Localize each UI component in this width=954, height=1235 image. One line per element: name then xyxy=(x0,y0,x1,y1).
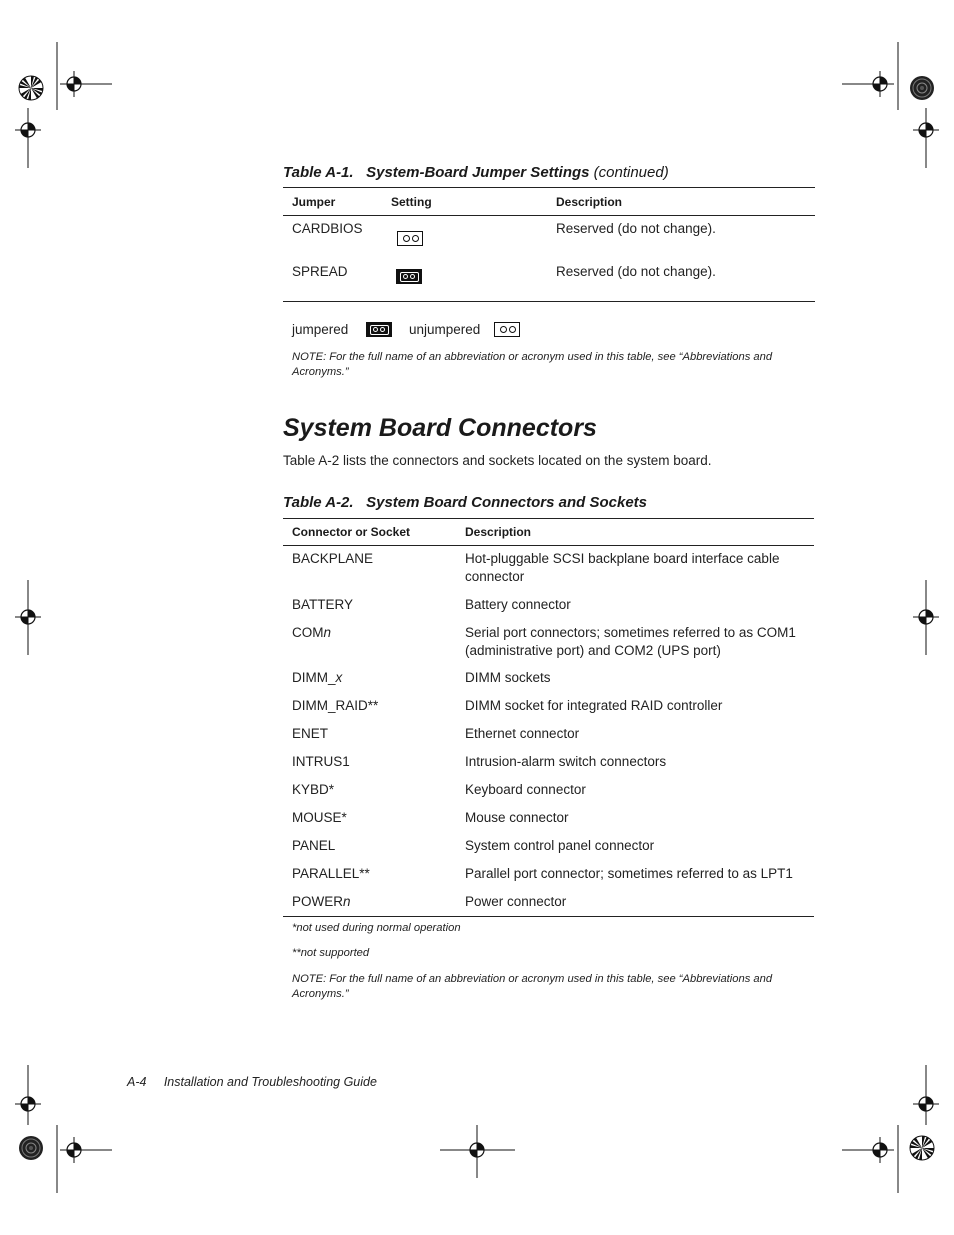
table1-header-setting: Setting xyxy=(391,195,432,209)
connector-name: POWER xyxy=(292,894,344,909)
connector-name: KYBD* xyxy=(292,782,335,797)
table-row xyxy=(292,697,378,715)
table-row xyxy=(292,753,350,771)
connector-description: Ethernet connector xyxy=(465,726,580,741)
table-row xyxy=(292,837,335,855)
table2-header-description: Description xyxy=(465,525,532,539)
legend-jumpered-label: jumpered xyxy=(292,322,349,337)
table2-caption-label: Table A-2. xyxy=(283,494,354,511)
connector-name: BACKPLANE xyxy=(292,551,374,566)
connector-description: Parallel port connector; sometimes referred to as LPT1 xyxy=(465,866,793,881)
table-row xyxy=(292,669,342,687)
legend-unjumpered-label: unjumpered xyxy=(409,322,481,337)
section-intro: Table A-2 lists the connectors and sockets located on the system board. xyxy=(283,453,712,468)
table-row xyxy=(292,809,347,827)
legend-unjumpered-icon xyxy=(494,322,520,337)
page-footer xyxy=(127,1075,377,1089)
connector-name: BATTERY xyxy=(292,597,354,612)
table-row xyxy=(292,725,328,743)
legend-jumpered-icon xyxy=(366,322,392,337)
table-row xyxy=(292,624,331,642)
table2-caption xyxy=(283,494,647,511)
table-row xyxy=(292,893,351,911)
table-row xyxy=(292,781,334,799)
connector-description: Intrusion-alarm switch connectors xyxy=(465,754,667,769)
connector-name: MOUSE* xyxy=(292,810,347,825)
connector-description: System control panel connector xyxy=(465,838,655,853)
connector-suffix: x xyxy=(335,670,343,685)
connector-suffix: n xyxy=(323,625,332,640)
table2-footnote-2: **not supported xyxy=(292,947,370,959)
table2-header-rule xyxy=(283,545,814,546)
connector-description: Keyboard connector xyxy=(465,782,586,797)
connector-name: INTRUS1 xyxy=(292,754,350,769)
table1-header-jumper: Jumper xyxy=(292,195,336,209)
table-row xyxy=(292,550,373,568)
table2-footnote-1: *not used during normal operation xyxy=(292,922,461,934)
connector-description: Hot-pluggable SCSI backplane board interface cable connector xyxy=(465,551,780,584)
table1-row-cardbios-description: Reserved (do not change). xyxy=(556,221,716,236)
connector-name: PANEL xyxy=(292,838,336,853)
table2-top-rule xyxy=(283,518,814,519)
unjumpered-icon xyxy=(397,231,423,246)
table1-header-rule xyxy=(283,215,815,216)
connector-description: DIMM socket for integrated RAID controller xyxy=(465,698,723,713)
table-row xyxy=(292,865,370,883)
table2-header-connector: Connector or Socket xyxy=(292,525,411,539)
table1-bottom-rule xyxy=(283,301,815,302)
connector-name: ENET xyxy=(292,726,329,741)
table1-caption-label: Table A-1. xyxy=(283,164,354,181)
connector-name: PARALLEL** xyxy=(292,866,370,881)
connector-description: DIMM sockets xyxy=(465,670,551,685)
section-heading: System Board Connectors xyxy=(283,414,597,442)
table1-row-spread-jumper: SPREAD xyxy=(292,264,348,279)
connector-name: COM xyxy=(292,625,324,640)
connector-description: Serial port connectors; sometimes referred to as COM1 (administrative port) and COM2 (UPS port) xyxy=(465,625,796,658)
table1-top-rule xyxy=(283,187,815,188)
table1-row-cardbios-jumper: CARDBIOS xyxy=(292,221,363,236)
table1-row-spread-description: Reserved (do not change). xyxy=(556,264,716,279)
table1-header-description: Description xyxy=(556,195,623,209)
table-row xyxy=(292,596,353,614)
footer-title: Installation and Troubleshooting Guide xyxy=(163,1075,377,1089)
table1-note: NOTE: For the full name of an abbreviation or acronym used in this table, see “Abbreviations and Acronyms.” xyxy=(292,351,773,378)
table2-bottom-rule xyxy=(283,916,814,917)
connector-name: DIMM_RAID** xyxy=(292,698,379,713)
connector-description: Battery connector xyxy=(465,597,571,612)
connector-description: Power connector xyxy=(465,894,567,909)
jumpered-icon xyxy=(396,269,422,284)
table2-note: NOTE: For the full name of an abbreviation or acronym used in this table, see “Abbreviations and Acronyms.” xyxy=(292,973,773,1000)
table1-caption-suffix: (continued) xyxy=(593,164,669,181)
footer-page-number: A-4 xyxy=(127,1075,147,1089)
table1-caption xyxy=(283,164,669,181)
connector-name: DIMM_ xyxy=(292,670,336,685)
table1-caption-title: System-Board Jumper Settings xyxy=(366,164,590,181)
connector-suffix: n xyxy=(343,894,351,909)
table2-caption-title: System Board Connectors and Sockets xyxy=(366,494,648,511)
connector-description: Mouse connector xyxy=(465,810,569,825)
